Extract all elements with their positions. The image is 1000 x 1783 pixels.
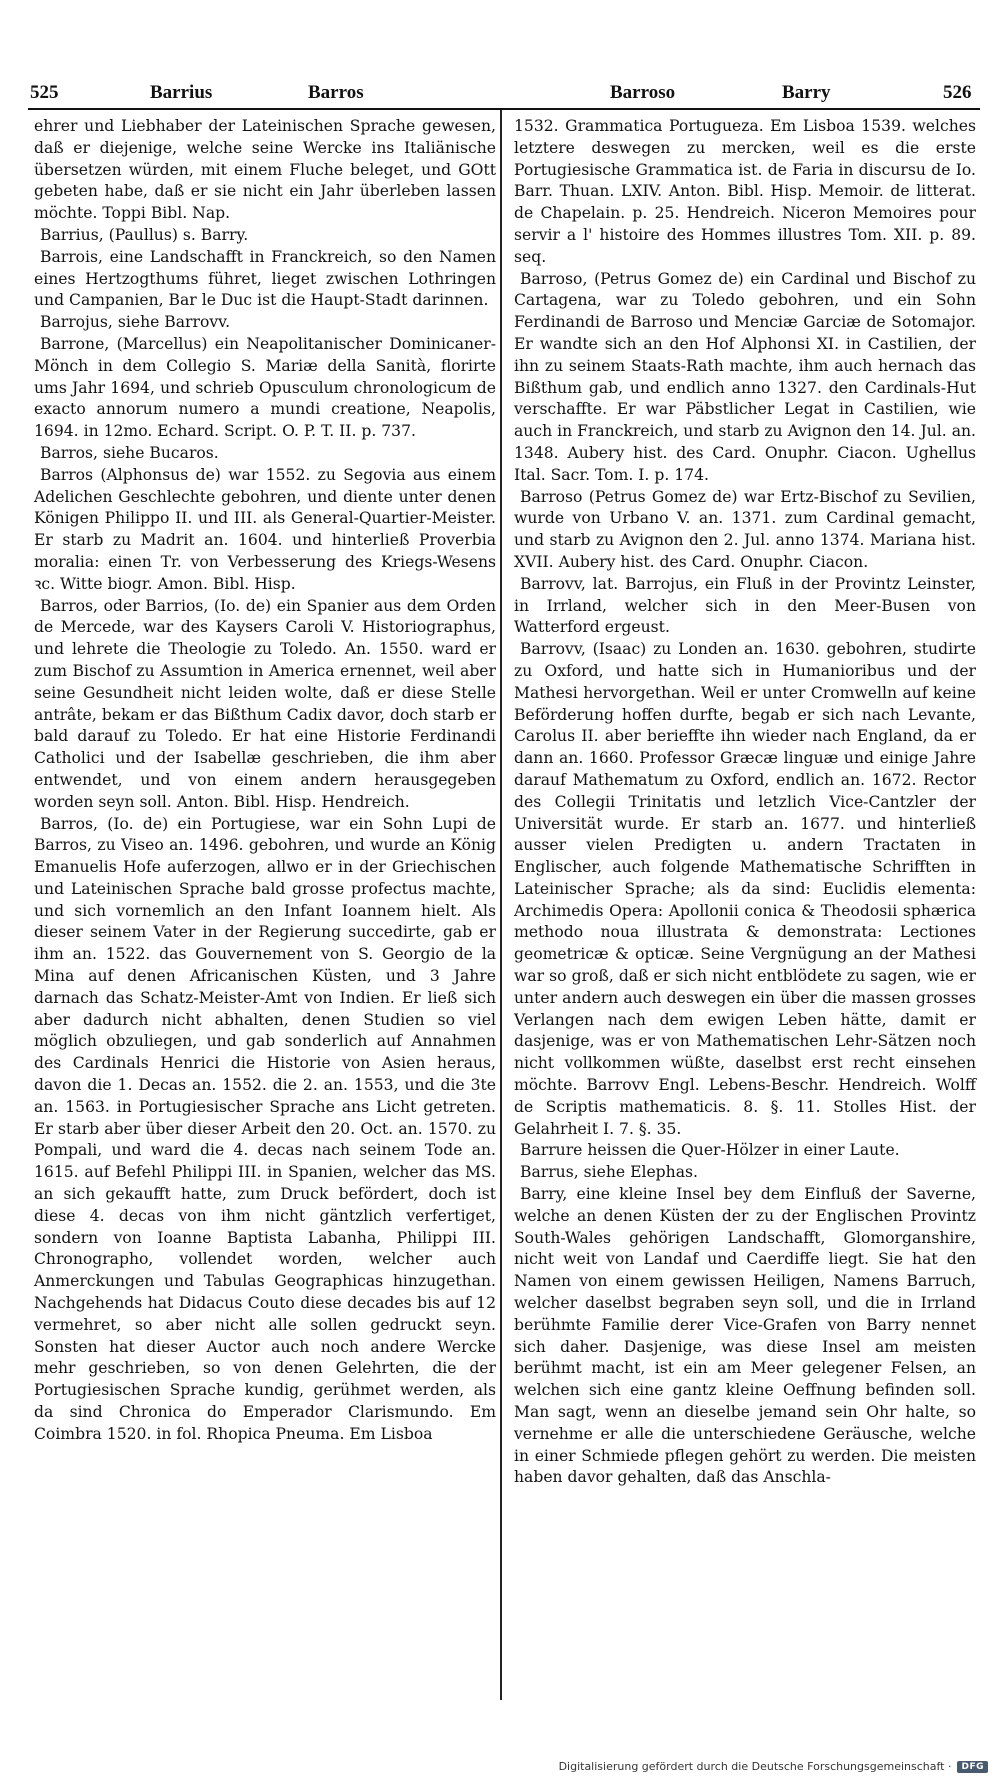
entry-paragraph: Barroso, (Petrus Gomez de) ein Cardinal und Bischof zu Cartagena, war zu Toledo gebohren, und ein Sohn Ferdinandi de Barroso und Menciæ Garciæ de Sotomajor. Er wandte sich an den Hof Alphonsi XI. in Castilien, der ihn zu seinem Staats-Rath machte, ihm auch hernach das Bißthum gab, und endlich anno 1327. den Cardinals-Hut verschaffte. Er war Päbstlicher Legat in Castilien, wie auch in Franckreich, und starb zu Avignon den 14. Jul. an. 1348. Aubery hist. des Card. Onuphr. Ciacon. Ughellus Ital. Sacr. Tom. I. p. 174. <box>514 269 976 484</box>
page-number-left: 525 <box>30 82 59 103</box>
entry-paragraph: Barrone, (Marcellus) ein Neapolitanischer Dominicaner-Mönch in dem Collegio S. Mariæ della Sanità, florirte ums Jahr 1694, und schrieb Opusculum chronologicum de exacto annorum numero a mundi creatione, Neapolis, 1694. in 12mo. Echard. Script. O. P. T. II. p. 737. <box>34 334 496 441</box>
headword-4: Barry <box>782 82 831 103</box>
entry-paragraph: Barrovv, lat. Barrojus, ein Fluß in der Provintz Leinster, in Irrland, welcher sich in den Meer-Busen von Watterford ergeust. <box>514 574 976 637</box>
entry-paragraph: Barrojus, siehe Barrovv. <box>40 313 231 332</box>
running-header <box>30 82 980 108</box>
dfg-logo-icon: DFG <box>957 1761 988 1773</box>
entry-paragraph: Barrure heissen die Quer-Hölzer in einer Laute. <box>520 1141 900 1160</box>
page-number-right: 526 <box>943 82 972 103</box>
entry-paragraph: ehrer und Liebhaber der Lateinischen Sprache gewesen, daß er diejenige, welche seine Wercke ins Italiänische übersetzen würden, mit einem Fluche beleget, und GOtt gebeten habe, daß er sie nicht ein Jahr überleben lassen möchte. Toppi Bibl. Nap. <box>34 117 496 223</box>
entry-paragraph: Barroso (Petrus Gomez de) war Ertz-Bischof zu Sevilien, wurde von Urbano V. an. 1371. zum Cardinal gemacht, und starb zu Avignon den 2. Jul. anno 1374. Mariana hist. XVII. Aubery hist. des Card. Onuphr. Ciacon. <box>514 487 976 571</box>
entry-paragraph: Barry, eine kleine Insel bey dem Einfluß der Saverne, welche an denen Küsten der zu der Englischen Provintz South-Wales gehörigen Landschafft, Glomorganshire, nicht weit von Landaf und Caerdiffe liegt. Sie hat den Namen von einem gewissen Heiligen, Namens Barruch, welcher daselbst begraben seyn soll, und die in Irrland berühmte Familie derer Vice-Grafen von Barry nennet sich daher. Dasjenige, was diese Insel am meisten berühmt macht, ist ein am Meer gelegener Felsen, an welchen sich eine gantz kleine Oeffnung befinden soll. Man sagt, wenn an dieselbe jemand sein Ohr halte, so vernehme er alle die unterschiedene Geräusche, welche in einer Schmiede pflegen gehört zu werden. Die meisten haben davor gehalten, daß das Anschla- <box>514 1185 976 1487</box>
column-divider <box>500 110 502 1700</box>
headword-1: Barrius <box>150 82 213 103</box>
entry-paragraph: Barrois, eine Landschafft in Franckreich, so den Namen eines Hertzogthums führet, lieget zwischen Lothringen und Campanien, Bar le Duc ist die Haupt-Stadt darinnen. <box>34 247 496 310</box>
entry-paragraph: Barros, (Io. de) ein Portugiese, war ein Sohn Lupi de Barros, zu Viseo an. 1496. gebohren, und wurde an König Emanuelis Hofe auferzogen, allwo er in der Griechischen und Lateinischen Sprache bald grosse profectus machte, und sich vornemlich an den Infant Ioannem hielt. Als dieser seinem Vater in der Regierung succedirte, gab er ihm an. 1522. das Gouvernement von S. Georgio de la Mina auf denen Africanischen Küsten, und 3 Jahre darnach das Schatz-Meister-Amt von Indien. Er ließ sich aber dadurch nicht abhalten, denen Studien so viel möglich obzuliegen, und gab sonderlich auf Annahmen des Cardinals Henrici die Historie von Asien heraus, davon die 1. Decas an. 1552. die 2. an. 1553, und die 3te an. 1563. in Portugiesischer Sprache ans Licht getreten. Er starb aber über dieser Arbeit den 20. Oct. an. 1570. zu Pompali, und ward die 4. decas nach seinem Tode an. 1615. auf Befehl Philippi III. in Spanien, welcher das MS. an sich gekaufft hatte, zum Druck befördert, doch ist diese 4. decas von ihm nicht gäntzlich verfertiget, sondern von Ioanne Baptista Labanha, Philippi III. Chronographo, vollendet worden, welcher auch Anmerckungen und Tabulas Geographicas hinzugethan. Nachgehends hat Didacus Couto diese decades bis auf 12 vermehret, so aber nicht alle sollen gedruckt seyn. Sonsten hat dieser Auctor auch noch andere Wercke mehr geschrieben, so von denen Gelehrten, die der Portugiesischen Sprache kundig, gerühmet werden, als da sind Chronica do Emperador Clarismundo. Em Coimbra 1520. in fol. Rhopica Pneuma. Em Lisboa <box>34 814 496 1443</box>
entry-paragraph: Barros, oder Barrios, (Io. de) ein Spanier aus dem Orden de Mercede, war des Kaysers Caroli V. Historiographus, und lehrete die Theologie zu Toledo. An. 1550. ward er zum Bischof zu Assumtion in America ernennet, weil aber seine Gesundheit nicht leiden wolte, daß er diese Stelle antrâte, bekam er das Bißthum Cadix davor, doch starb er bald darauf zu Toledo. Er hat eine Historie Ferdinandi Catholici und der Isabellæ geschrieben, die ihm aber entwendet, und von einem andern herausgegeben worden seyn soll. Anton. Bibl. Hisp. Hendreich. <box>34 596 496 811</box>
entry-paragraph: Barrovv, (Isaac) zu Londen an. 1630. gebohren, studirte zu Oxford, und hatte sich in Humanioribus und der Mathesi hervorgethan. Weil er unter Cromwelln auf keine Beförderung hoffen durfte, begab er sich nach Levante, Carolus II. aber berieffte ihn wieder nach England, da er dann an. 1660. Professor Græcæ linguæ und einige Jahre darauf Mathematum zu Oxford, endlich an. 1672. Rector des Collegii Trinitatis und letzlich Vice-Cantzler der Universität wurde. Er starb an. 1677. und hinterließ ausser vielen Predigten u. andern Tractaten in Englischer, auch folgende Mathematische Schrifften in Lateinischer Sprache; als da sind: Euclidis elementa: Archimedis Opera: Apollonii conica & Theodosii sphærica methodo noua illustrata & demonstrata: Lectiones geometricæ & opticæ. Seine Vergnügung an der Mathesi war so groß, daß er sich nicht entblödete zu sagen, wie er unter andern auch deswegen ein über die massen grosses Verlangen nach dem ewigen Leben hätte, damit er dasjenige, was er von Mathematischen Lehr-Sätzen noch nicht vollkommen wüßte, daselbst erst recht einsehen möchte. Barrovv Engl. Lebens-Beschr. Hendreich. Wolff de Scriptis mathematicis. 8. §. 11. Stolles Hist. der Gelahrheit I. 7. §. 35. <box>514 640 976 1138</box>
digitization-credit <box>559 1760 988 1773</box>
right-column <box>514 116 976 1489</box>
entry-paragraph: Barrius, (Paullus) s. Barry. <box>40 225 249 244</box>
headword-2: Barros <box>308 82 364 103</box>
left-column <box>34 116 496 1446</box>
entry-paragraph: 1532. Grammatica Portugueza. Em Lisboa 1539. welches letztere deswegen zu mercken, weil es die erste Portugiesische Grammatica ist. de Faria in discursu de Io. Barr. Thuan. LXIV. Anton. Bibl. Hisp. Memoir. de litterat. de Chapelain. p. 25. Hendreich. Niceron Memoires pour servir a l' histoire des Hommes illustres Tom. XII. p. 89. seq. <box>514 117 976 266</box>
entry-paragraph: Barros (Alphonsus de) war 1552. zu Segovia aus einem Adelichen Geschlechte gebohren, und diente unter denen Königen Philippo II. und III. als General-Quartier-Meister. Er starb zu Madrit an. 1604. und hinterließ Proverbia moralia: einen Tr. von Verbesserung des Kriegs-Wesens ꝛc. Witte biogr. Amon. Bibl. Hisp. <box>34 465 496 593</box>
headword-3: Barroso <box>610 82 676 103</box>
credit-text: Digitalisierung gefördert durch die Deutsche Forschungsgemeinschaft · <box>558 1760 952 1773</box>
entry-paragraph: Barrus, siehe Elephas. <box>520 1163 698 1182</box>
entry-paragraph: Barros, siehe Bucaros. <box>40 443 219 462</box>
header-rule <box>28 108 980 110</box>
